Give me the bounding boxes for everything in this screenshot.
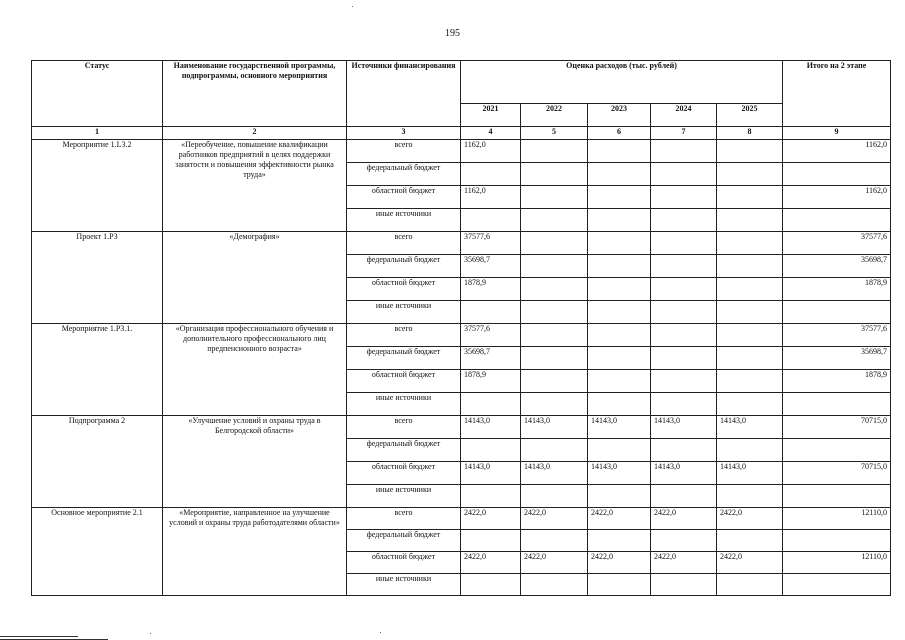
year-value-cell — [651, 370, 717, 393]
year-value-cell — [461, 485, 521, 508]
year-value-cell: 2422,0 — [651, 508, 717, 530]
scan-artifact-dot — [380, 632, 381, 633]
year-value-cell — [521, 255, 588, 278]
year-value-cell — [651, 140, 717, 163]
table-row — [32, 416, 891, 439]
year-value-cell — [461, 209, 521, 232]
year-value-cell — [588, 393, 651, 416]
year-value-cell — [588, 574, 651, 596]
year-value-cell: 35698,7 — [461, 347, 521, 370]
column-number: 5 — [521, 127, 588, 140]
year-value-cell — [521, 301, 588, 324]
funding-source: областной бюджет — [347, 186, 461, 209]
year-value-cell — [521, 186, 588, 209]
year-value-cell — [588, 209, 651, 232]
year-value-cell: 2422,0 — [717, 508, 783, 530]
year-value-cell — [588, 347, 651, 370]
total-value-cell — [783, 209, 891, 232]
year-value-cell — [651, 301, 717, 324]
year-value-cell: 14143,0 — [717, 416, 783, 439]
year-value-cell — [461, 393, 521, 416]
year-value-cell — [588, 140, 651, 163]
year-value-cell — [588, 485, 651, 508]
year-value-cell: 2422,0 — [461, 552, 521, 574]
funding-source: всего — [347, 140, 461, 163]
year-value-cell — [521, 393, 588, 416]
column-number: 6 — [588, 127, 651, 140]
header-year: 2024 — [651, 104, 717, 127]
year-value-cell — [651, 347, 717, 370]
year-value-cell: 37577,6 — [461, 232, 521, 255]
funding-source: иные источники — [347, 485, 461, 508]
year-value-cell — [717, 485, 783, 508]
funding-source: иные источники — [347, 209, 461, 232]
year-value-cell — [521, 530, 588, 552]
total-value-cell — [783, 574, 891, 596]
year-value-cell — [461, 163, 521, 186]
funding-source: федеральный бюджет — [347, 163, 461, 186]
funding-source: федеральный бюджет — [347, 530, 461, 552]
header-total: Итого на 2 этапе — [783, 61, 891, 127]
column-number: 1 — [32, 127, 163, 140]
year-value-cell — [651, 574, 717, 596]
year-value-cell — [588, 278, 651, 301]
row-status: Основное мероприятие 2.1 — [32, 508, 163, 596]
funding-source: федеральный бюджет — [347, 255, 461, 278]
year-value-cell: 37577,6 — [461, 324, 521, 347]
header-year: 2021 — [461, 104, 521, 127]
year-value-cell — [461, 301, 521, 324]
year-value-cell — [588, 163, 651, 186]
total-value-cell: 1162,0 — [783, 140, 891, 163]
table-row — [32, 324, 891, 347]
column-number: 9 — [783, 127, 891, 140]
year-value-cell — [651, 209, 717, 232]
year-value-cell: 14143,0 — [588, 462, 651, 485]
year-value-cell — [521, 485, 588, 508]
year-value-cell — [717, 301, 783, 324]
row-status: Подпрограмма 2 — [32, 416, 163, 508]
year-value-cell — [717, 209, 783, 232]
year-value-cell — [461, 439, 521, 462]
funding-source: областной бюджет — [347, 278, 461, 301]
year-value-cell — [717, 255, 783, 278]
year-value-cell: 1162,0 — [461, 140, 521, 163]
year-value-cell: 14143,0 — [651, 416, 717, 439]
year-value-cell — [588, 439, 651, 462]
year-value-cell — [717, 324, 783, 347]
year-value-cell — [651, 393, 717, 416]
year-value-cell — [717, 530, 783, 552]
column-number: 2 — [163, 127, 347, 140]
year-value-cell — [521, 278, 588, 301]
year-value-cell — [521, 232, 588, 255]
total-value-cell — [783, 163, 891, 186]
year-value-cell — [651, 530, 717, 552]
year-value-cell — [521, 439, 588, 462]
total-value-cell: 35698,7 — [783, 255, 891, 278]
funding-source: федеральный бюджет — [347, 347, 461, 370]
year-value-cell — [717, 163, 783, 186]
year-value-cell — [461, 574, 521, 596]
year-value-cell — [521, 324, 588, 347]
year-value-cell: 2422,0 — [717, 552, 783, 574]
total-value-cell — [783, 439, 891, 462]
year-value-cell — [588, 255, 651, 278]
header-year: 2022 — [521, 104, 588, 127]
year-value-cell — [717, 232, 783, 255]
year-value-cell: 14143,0 — [588, 416, 651, 439]
year-value-cell — [717, 393, 783, 416]
row-program-name: «Организация профессионального обучения и дополнительного профессионального лиц предпенсионного возраста» — [163, 324, 347, 416]
table-row — [32, 140, 891, 163]
row-program-name: «Переобучение, повышение квалификации работников предприятий в целях поддержки занятости и повышения эффективности рынка труда» — [163, 140, 347, 232]
total-value-cell: 1878,9 — [783, 370, 891, 393]
header-year: 2025 — [717, 104, 783, 127]
year-value-cell: 14143,0 — [461, 462, 521, 485]
year-value-cell — [717, 140, 783, 163]
year-value-cell — [588, 301, 651, 324]
year-value-cell — [521, 574, 588, 596]
total-value-cell: 70715,0 — [783, 462, 891, 485]
year-value-cell — [588, 370, 651, 393]
year-value-cell: 2422,0 — [651, 552, 717, 574]
row-status: Мероприятие 1.L3.2 — [32, 140, 163, 232]
year-value-cell — [717, 370, 783, 393]
funding-source: иные источники — [347, 574, 461, 596]
scan-artifact-line — [0, 636, 78, 637]
year-value-cell — [588, 530, 651, 552]
total-value-cell — [783, 393, 891, 416]
row-status: Мероприятие 1.Р3.1. — [32, 324, 163, 416]
year-value-cell — [521, 140, 588, 163]
column-number: 4 — [461, 127, 521, 140]
funding-source: областной бюджет — [347, 552, 461, 574]
year-value-cell — [521, 209, 588, 232]
scan-artifact-dot — [150, 633, 151, 634]
year-value-cell — [521, 370, 588, 393]
funding-source: иные источники — [347, 393, 461, 416]
row-program-name: «Улучшение условий и охраны труда в Белгородской области» — [163, 416, 347, 508]
year-value-cell: 1878,9 — [461, 370, 521, 393]
total-value-cell — [783, 530, 891, 552]
row-program-name: «Демография» — [163, 232, 347, 324]
page-number: 195 — [445, 28, 460, 39]
year-value-cell — [717, 347, 783, 370]
column-number: 7 — [651, 127, 717, 140]
table-row — [32, 232, 891, 255]
year-value-cell — [717, 278, 783, 301]
year-value-cell: 14143,0 — [521, 416, 588, 439]
year-value-cell — [717, 574, 783, 596]
year-value-cell: 2422,0 — [588, 552, 651, 574]
total-value-cell: 1878,9 — [783, 278, 891, 301]
year-value-cell: 2422,0 — [461, 508, 521, 530]
year-value-cell — [717, 186, 783, 209]
header-status: Статус — [32, 61, 163, 127]
year-value-cell: 1878,9 — [461, 278, 521, 301]
year-value-cell — [651, 255, 717, 278]
year-value-cell — [588, 324, 651, 347]
total-value-cell: 1162,0 — [783, 186, 891, 209]
total-value-cell — [783, 301, 891, 324]
year-value-cell — [717, 439, 783, 462]
funding-source: иные источники — [347, 301, 461, 324]
year-value-cell — [651, 324, 717, 347]
column-number: 8 — [717, 127, 783, 140]
row-status: Проект 1.Р3 — [32, 232, 163, 324]
funding-source: всего — [347, 508, 461, 530]
year-value-cell — [521, 347, 588, 370]
total-value-cell: 12110,0 — [783, 552, 891, 574]
year-value-cell — [651, 186, 717, 209]
table-row — [32, 508, 891, 530]
total-value-cell — [783, 485, 891, 508]
year-value-cell: 35698,7 — [461, 255, 521, 278]
column-number: 3 — [347, 127, 461, 140]
header-source: Источники финансирования — [347, 61, 461, 127]
row-program-name: «Мероприятие, направленное на улучшение условий и охраны труда работодателями области» — [163, 508, 347, 596]
budget-table — [31, 60, 891, 596]
funding-source: областной бюджет — [347, 462, 461, 485]
total-value-cell: 37577,6 — [783, 324, 891, 347]
year-value-cell: 14143,0 — [521, 462, 588, 485]
scan-artifact-dot — [352, 6, 353, 7]
funding-source: областной бюджет — [347, 370, 461, 393]
year-value-cell — [651, 232, 717, 255]
year-value-cell — [521, 163, 588, 186]
year-value-cell — [651, 163, 717, 186]
total-value-cell: 12110,0 — [783, 508, 891, 530]
header-name: Наименование государственной программы, подпрограммы, основного мероприятия — [163, 61, 347, 127]
year-value-cell: 14143,0 — [717, 462, 783, 485]
funding-source: всего — [347, 324, 461, 347]
year-value-cell — [651, 278, 717, 301]
year-value-cell: 14143,0 — [651, 462, 717, 485]
total-value-cell: 35698,7 — [783, 347, 891, 370]
header-year: 2023 — [588, 104, 651, 127]
funding-source: всего — [347, 416, 461, 439]
year-value-cell: 2422,0 — [588, 508, 651, 530]
funding-source: всего — [347, 232, 461, 255]
total-value-cell: 70715,0 — [783, 416, 891, 439]
year-value-cell — [588, 186, 651, 209]
year-value-cell: 2422,0 — [521, 508, 588, 530]
year-value-cell: 1162,0 — [461, 186, 521, 209]
year-value-cell: 14143,0 — [461, 416, 521, 439]
year-value-cell: 2422,0 — [521, 552, 588, 574]
year-value-cell — [461, 530, 521, 552]
year-value-cell — [588, 232, 651, 255]
year-value-cell — [651, 485, 717, 508]
total-value-cell: 37577,6 — [783, 232, 891, 255]
header-estimate: Оценка расходов (тыс. рублей) — [461, 61, 783, 104]
funding-source: федеральный бюджет — [347, 439, 461, 462]
year-value-cell — [651, 439, 717, 462]
